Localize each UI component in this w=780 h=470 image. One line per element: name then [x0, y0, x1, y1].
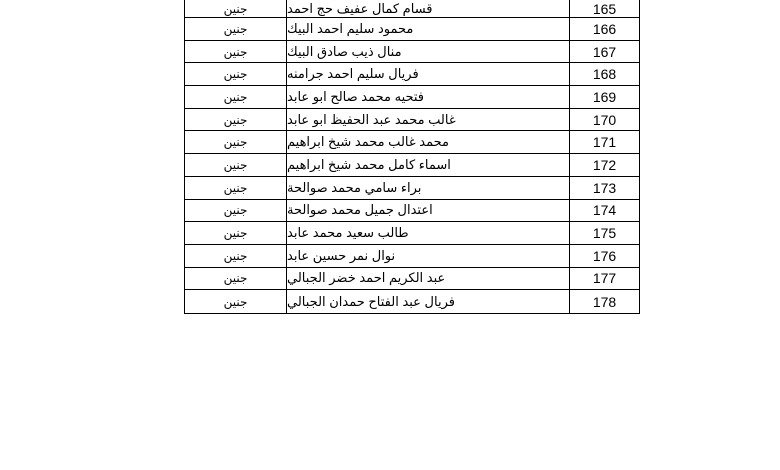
number-cell: 178	[592, 293, 617, 310]
city-cell: جنين	[185, 222, 287, 244]
number-cell: 170	[592, 111, 617, 128]
city-cell: جنين	[185, 268, 287, 290]
number-cell: 176	[592, 247, 617, 264]
number-cell: 169	[592, 88, 617, 105]
table-row	[185, 222, 639, 245]
names-table	[184, 0, 640, 314]
number-cell: 166	[592, 20, 617, 37]
table-row	[185, 268, 639, 291]
table-row	[185, 131, 639, 154]
table-row	[185, 41, 639, 64]
city-cell: جنين	[185, 177, 287, 199]
city-cell: جنين	[185, 245, 287, 267]
city-cell: جنين	[185, 86, 287, 108]
name-cell: غالب محمد عبد الحفيظ ابو عابد	[287, 109, 570, 131]
city-cell: جنين	[185, 200, 287, 222]
city-cell: جنين	[185, 154, 287, 176]
name-cell: فريال عبد الفتاح حمدان الجبالي	[287, 290, 570, 313]
table-row	[185, 177, 639, 200]
number-cell: 168	[592, 66, 617, 83]
table-row	[185, 109, 639, 132]
table-row	[185, 290, 639, 313]
name-cell: طالب سعيد محمد عابد	[287, 222, 570, 244]
number-cell: 167	[592, 43, 617, 60]
name-cell: نوال نمر حسين عابد	[287, 245, 570, 267]
name-cell: محمود سليم احمد البيك	[287, 18, 570, 40]
name-cell: فريال سليم احمد جرامنه	[287, 63, 570, 85]
city-cell: جنين	[185, 0, 287, 17]
table-row	[185, 86, 639, 109]
name-cell: عبد الكريم احمد خضر الجبالي	[287, 268, 570, 290]
number-cell: 175	[592, 225, 617, 242]
table-row	[185, 63, 639, 86]
number-cell: 174	[592, 202, 617, 219]
name-cell: محمد غالب محمد شيخ ابراهيم	[287, 131, 570, 153]
city-cell: جنين	[185, 109, 287, 131]
table-row	[185, 18, 639, 41]
number-cell: 171	[592, 134, 617, 151]
number-cell: 173	[592, 179, 617, 196]
number-cell: 165	[592, 0, 617, 17]
city-cell: جنين	[185, 18, 287, 40]
name-cell: براء سامي محمد صوالحة	[287, 177, 570, 199]
name-cell: اسماء كامل محمد شيخ ابراهيم	[287, 154, 570, 176]
name-cell: فتحيه محمد صالح ابو عابد	[287, 86, 570, 108]
city-cell: جنين	[185, 41, 287, 63]
name-cell: اعتدال جميل محمد صوالحة	[287, 200, 570, 222]
city-cell: جنين	[185, 290, 287, 313]
table-row	[185, 245, 639, 268]
number-cell: 177	[592, 270, 617, 287]
table-row	[185, 200, 639, 223]
table-row	[185, 154, 639, 177]
city-cell: جنين	[185, 131, 287, 153]
table-row	[185, 0, 639, 18]
name-cell: منال ذيب صادق البيك	[287, 41, 570, 63]
number-cell: 172	[592, 156, 617, 173]
name-cell: قسام كمال عفيف حج احمد	[287, 0, 570, 17]
city-cell: جنين	[185, 63, 287, 85]
